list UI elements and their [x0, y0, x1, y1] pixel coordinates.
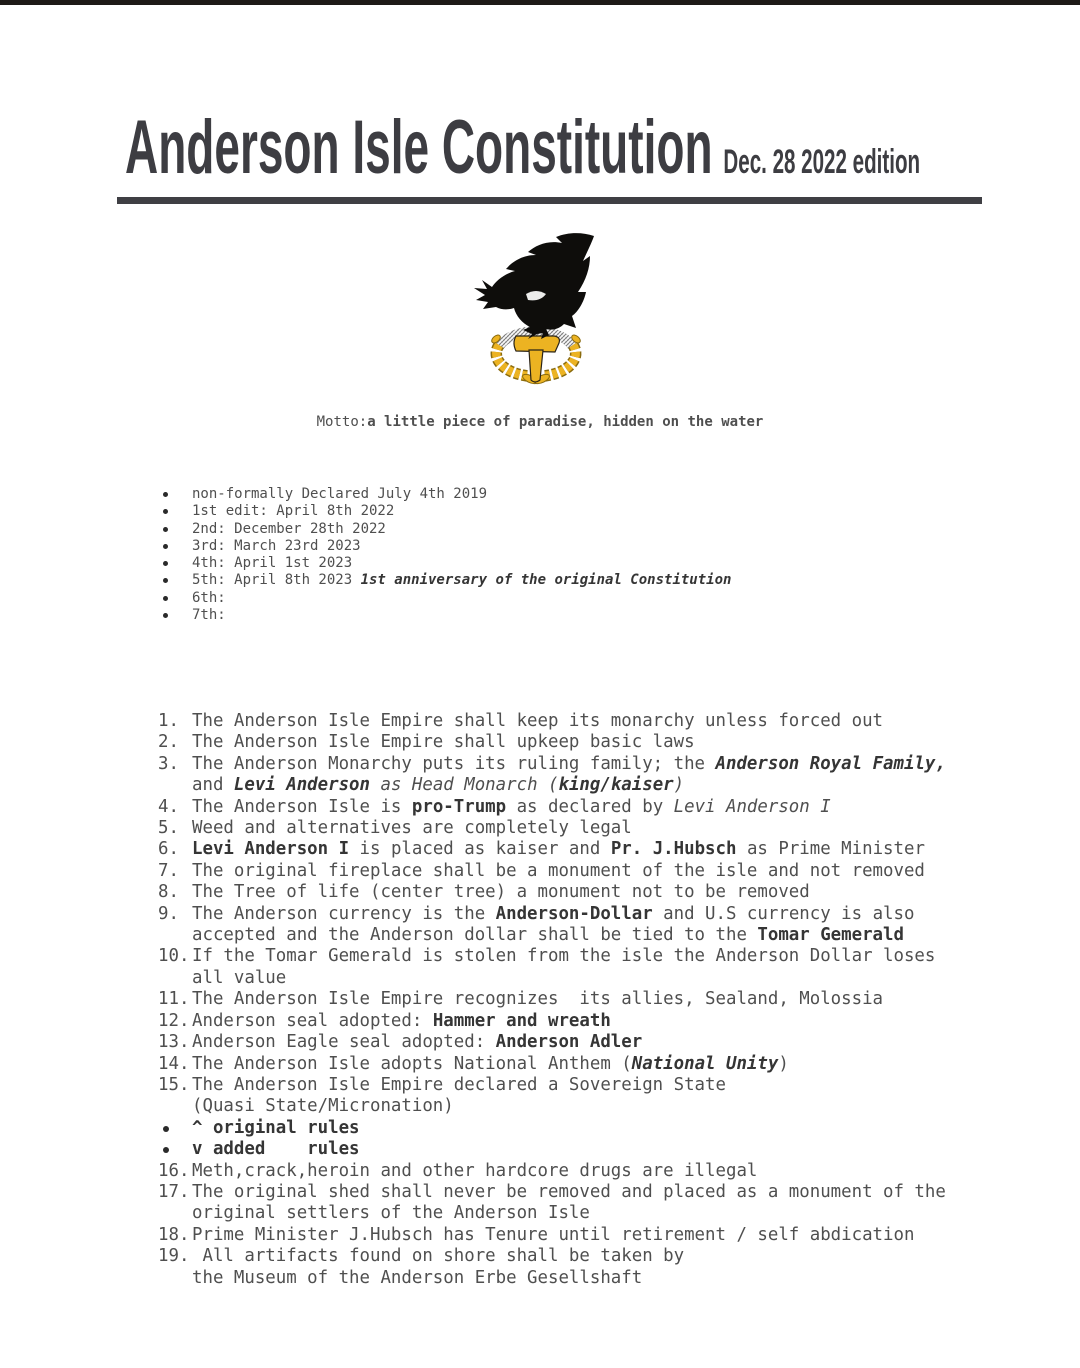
rule-item-text	[192, 1182, 958, 1225]
text-segment: pro-Trump	[411, 796, 507, 817]
rule-item	[158, 904, 958, 947]
text-segment: Levi Anderson I	[192, 839, 350, 860]
rule-item	[158, 1246, 958, 1289]
text-segment: 1st edit: April 8th 2022	[192, 503, 395, 520]
text-segment: as declared by	[506, 796, 674, 817]
bullet-icon	[163, 578, 168, 583]
text-segment: Hammer and wreath	[432, 1010, 611, 1031]
number-marker: 4.	[158, 796, 179, 817]
bullet-icon	[163, 1126, 169, 1132]
text-segment: Prime Minister J.Hubsch has Tenure until retirement / self abdication	[192, 1224, 915, 1245]
text-segment: (Quasi State/Micronation)	[192, 1096, 454, 1117]
rule-item-text	[192, 1139, 958, 1160]
history-item	[163, 590, 1003, 607]
text-segment: Levi Anderson I	[673, 796, 831, 817]
number-marker: 2.	[158, 732, 179, 753]
history-item	[163, 555, 1003, 572]
number-marker: 17.	[158, 1181, 190, 1202]
number-marker: 13.	[158, 1032, 190, 1053]
rule-item	[158, 839, 958, 860]
rule-item	[158, 1139, 958, 1160]
rule-item	[158, 1054, 958, 1075]
text-segment: 3rd: March 23rd 2023	[192, 537, 361, 554]
rule-item-text	[192, 1118, 958, 1139]
text-segment: Tomar Gemerald	[757, 925, 904, 946]
text-segment: The original shed shall never be removed and placed as a monument of the original settlers of the Anderson Isle	[192, 1181, 957, 1224]
rule-item-text	[192, 711, 958, 732]
number-marker: 15.	[158, 1074, 190, 1095]
number-marker: 16.	[158, 1160, 190, 1181]
number-marker: 19.	[158, 1246, 190, 1267]
history-item	[163, 538, 1003, 555]
text-segment: as Head Monarch (	[370, 775, 559, 796]
bullet-marker	[158, 1118, 192, 1132]
history-item-text	[192, 486, 487, 503]
history-item	[163, 503, 1003, 520]
rule-item-text	[192, 1225, 958, 1246]
number-marker: 5.	[158, 818, 179, 839]
number-marker: 3.	[158, 753, 179, 774]
text-segment: Anderson Royal Family,	[715, 753, 946, 774]
rules-list	[158, 711, 958, 1289]
history-item-text	[192, 590, 226, 607]
bullet-icon	[163, 1147, 169, 1153]
motto-label: Motto:	[316, 414, 368, 430]
text-segment: The Anderson Isle adopts National Anthem (	[192, 1053, 632, 1074]
text-segment: as Prime Minister	[736, 839, 925, 860]
rule-item	[158, 818, 958, 839]
eagle-icon	[474, 233, 594, 339]
text-segment: is placed as kaiser and	[349, 839, 611, 860]
number-marker: 8.	[158, 882, 179, 903]
rule-item-text	[192, 1246, 958, 1289]
rule-item	[158, 946, 958, 989]
number-marker: 6.	[158, 839, 179, 860]
rule-item	[158, 711, 958, 732]
rule-item-text	[192, 818, 958, 839]
text-segment: The Anderson Isle Empire shall upkeep basic laws	[192, 732, 695, 753]
bullet-icon	[163, 613, 168, 618]
history-item	[163, 572, 1003, 589]
bullet-icon	[163, 509, 168, 514]
text-segment: 7th:	[192, 607, 226, 624]
history-item-text	[192, 503, 394, 520]
text-segment: 1st anniversary of the original Constitution	[360, 572, 732, 589]
rule-item-text	[192, 1075, 958, 1118]
text-segment: 4th: April 1st 2023	[192, 555, 353, 572]
rule-item	[158, 1118, 958, 1139]
text-segment: Meth,crack,heroin and other hardcore drugs are illegal	[192, 1160, 758, 1181]
rule-item	[158, 1182, 958, 1225]
text-segment: Levi Anderson	[233, 775, 371, 796]
rule-item	[158, 1075, 958, 1118]
history-item-text	[192, 521, 386, 538]
text-segment: The original fireplace shall be a monument of the isle and not removed	[192, 860, 925, 881]
rule-item	[158, 1161, 958, 1182]
number-marker: 14.	[158, 1053, 190, 1074]
rule-item	[158, 882, 958, 903]
number-marker: 10.	[158, 946, 190, 967]
rule-item-text	[192, 904, 958, 947]
rule-item	[158, 1032, 958, 1053]
rule-item-text	[192, 1011, 958, 1032]
history-list	[163, 486, 1003, 624]
text-segment: and	[192, 753, 957, 796]
rule-item-text	[192, 861, 958, 882]
bullet-icon	[163, 596, 168, 601]
bullet-icon	[163, 544, 168, 549]
text-segment: Anderson Eagle seal adopted:	[192, 1032, 496, 1053]
rule-item-text	[192, 1054, 958, 1075]
text-segment: The Tree of life (center tree) a monument not to be removed	[192, 882, 810, 903]
number-marker: 9.	[158, 903, 179, 924]
text-segment: 5th: April 8th 2023	[192, 572, 361, 589]
rule-item-text	[192, 754, 958, 797]
masthead	[125, 105, 921, 190]
number-marker: 12.	[158, 1010, 190, 1031]
text-segment: The Anderson Isle is	[192, 796, 412, 817]
rule-item-text	[192, 732, 958, 753]
text-segment: non-formally Declared July 4th 2019	[192, 486, 488, 502]
text-segment: Anderson-Dollar	[495, 903, 653, 924]
text-segment: Anderson seal adopted:	[192, 1010, 433, 1031]
edition-label: Dec. 28 2022 edition	[723, 143, 921, 181]
rule-item	[158, 1011, 958, 1032]
rule-item-text	[192, 839, 958, 860]
text-segment: The Anderson Isle Empire declared a Sovereign State	[192, 1074, 726, 1095]
text-segment: )	[673, 775, 685, 796]
number-marker: 1.	[158, 711, 179, 731]
text-segment: Pr. J.Hubsch	[610, 839, 737, 860]
motto-line	[0, 414, 1080, 431]
text-segment: ^ original rules	[192, 1117, 360, 1138]
text-segment: Anderson Adler	[495, 1032, 643, 1053]
rule-item-text	[192, 882, 958, 903]
rule-item-text	[192, 946, 958, 989]
text-segment: and U.S currency is also accepted and the Anderson dollar shall be tied to the	[192, 903, 925, 946]
history-item	[163, 521, 1003, 538]
rule-item	[158, 732, 958, 753]
rule-item-text	[192, 1032, 958, 1053]
text-segment: 2nd: December 28th 2022	[192, 520, 386, 537]
text-segment: The Anderson Isle Empire recognizes its allies, Sealand, Molossia	[192, 989, 884, 1010]
history-item-text	[192, 572, 731, 589]
history-item	[163, 486, 1003, 503]
motto-text: a little piece of paradise, hidden on the water	[367, 414, 764, 430]
national-emblem	[456, 228, 624, 394]
text-segment: the Museum of the Anderson Erbe Gesellshaft	[192, 1267, 643, 1288]
text-segment: All artifacts found on shore shall be taken by	[192, 1246, 685, 1267]
text-segment: The Anderson Isle Empire shall keep its monarchy unless forced out	[192, 711, 884, 731]
rule-item	[158, 989, 958, 1010]
bullet-icon	[163, 527, 168, 532]
rule-item	[158, 861, 958, 882]
text-segment: National Unity	[631, 1053, 779, 1074]
rule-item-text	[192, 1161, 958, 1182]
history-item-text	[192, 607, 226, 624]
bullet-icon	[163, 492, 168, 497]
text-segment: The Anderson currency is the	[192, 903, 496, 924]
text-segment: Weed and alternatives are completely legal	[192, 818, 632, 839]
text-segment: v added rules	[192, 1139, 360, 1160]
text-segment: The Anderson Monarchy puts its ruling family; the	[192, 753, 716, 774]
title-divider	[117, 197, 982, 204]
rule-item	[158, 754, 958, 797]
text-segment: king/kaiser	[558, 775, 674, 796]
history-item-text	[192, 555, 352, 572]
rule-item	[158, 797, 958, 818]
number-marker: 7.	[158, 860, 179, 881]
rule-item-text	[192, 989, 958, 1010]
history-item	[163, 607, 1003, 624]
number-marker: 11.	[158, 989, 190, 1010]
history-item-text	[192, 538, 361, 555]
number-marker: 18.	[158, 1224, 190, 1245]
bullet-icon	[163, 561, 168, 566]
top-border-bar	[0, 0, 1080, 5]
text-segment: If the Tomar Gemerald is stolen from the isle the Anderson Dollar loses all value	[192, 946, 946, 988]
text-segment: )	[778, 1053, 789, 1074]
rule-item-text	[192, 797, 958, 818]
rule-item	[158, 1225, 958, 1246]
text-segment: 6th:	[192, 589, 226, 606]
page-title: Anderson Isle Constitution	[125, 105, 713, 190]
bullet-marker	[158, 1139, 192, 1153]
